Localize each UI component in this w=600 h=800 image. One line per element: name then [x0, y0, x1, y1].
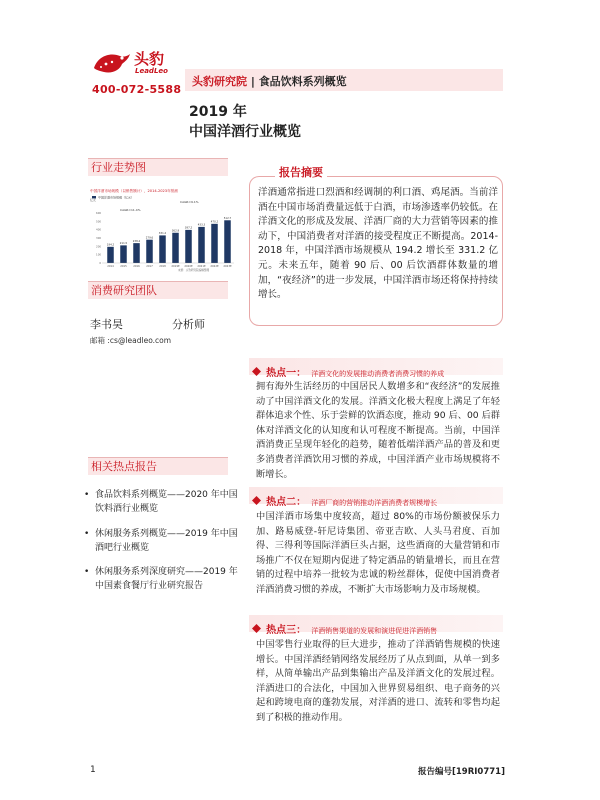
- x-tick-label: 2020E: [184, 265, 193, 268]
- y-tick-label: 300: [96, 237, 101, 240]
- bar-value-label: 211.5: [119, 242, 128, 246]
- legend-label: 中国洋酒市场规模（亿元）: [98, 195, 135, 200]
- chart-bar: [146, 240, 153, 263]
- bar-value-label: 433.3: [197, 223, 206, 227]
- chart-source: 来源：头豹研究院编辑整理: [178, 269, 210, 272]
- bar-value-label: 397.2: [184, 226, 193, 230]
- chart-title: 中国洋酒市场规模（以销售额计），2014-2023年预测: [90, 189, 178, 193]
- y-tick-label: 200: [96, 245, 101, 249]
- bar-value-label: 279.6: [145, 236, 154, 240]
- chart-bar: [120, 245, 127, 263]
- trend-chart-svg: [88, 185, 238, 275]
- chart-bar: [172, 233, 179, 263]
- y-tick-label: 400: [96, 228, 101, 232]
- related-report-item[interactable]: [84, 565, 238, 593]
- phone-number: 400-072-5588: [92, 83, 182, 96]
- hotspot-1-label: 热点一：: [266, 368, 307, 379]
- x-tick-label: 2015: [120, 265, 127, 268]
- bar-value-label: 470.2: [210, 220, 219, 224]
- bar-value-label: 512.7: [223, 217, 232, 221]
- related-report-item[interactable]: [84, 488, 238, 516]
- trend-chart: [88, 185, 238, 275]
- bullet-icon: •: [84, 567, 90, 577]
- banner-separator: |: [247, 75, 259, 88]
- y-tick-label: 0: [99, 262, 101, 265]
- brand-name-cn: 头豹: [134, 50, 165, 68]
- institute-name: 头豹研究院: [192, 75, 247, 88]
- chart-bar: [133, 243, 140, 263]
- chart-bar: [185, 230, 192, 263]
- hotspot-1-subtitle: 洋酒文化的发展推动消费者消费习惯的养成: [311, 370, 445, 378]
- hotspot-2-header: [252, 490, 437, 509]
- analyst-email[interactable]: 邮箱 :cs@leadleo.com: [90, 336, 172, 345]
- series-name: 食品饮料系列概览: [258, 75, 347, 88]
- y-tick-label: 600: [96, 212, 101, 215]
- hotspot-3-text: 中国零售行业取得的巨大进步，推动了洋酒销售规模的快速增长。中国洋酒经销网络发展经历了从点到面，从单一到多样，从简单输出产品到集输出产品及洋酒文化的发展过程。洋酒进口的合法化，中国加入世界贸易组织、电子商务的兴起和跨境电商的蓬勃发展，对洋酒的进口、流转和零售均起到了积极的推动作用。: [256, 639, 500, 723]
- chart-bar: [198, 227, 205, 263]
- y-tick-label: 500: [96, 220, 101, 224]
- x-tick-label: 2017: [146, 265, 153, 268]
- bullet-icon: •: [84, 529, 90, 539]
- analyst-name: 李书昊: [90, 318, 123, 331]
- report-year: 2019 年: [189, 104, 247, 120]
- y-axis-label: 亿元: [90, 198, 97, 202]
- leopard-icon: [92, 46, 132, 78]
- related-report-title: 食品饮料系列概览——2020 年中国饮料酒行业概览: [95, 490, 238, 514]
- diamond-icon: [252, 496, 261, 505]
- diamond-icon: [252, 624, 261, 633]
- y-tick-label: 100: [96, 253, 101, 257]
- cagr-fcst-label: CAGR=9.1%: [180, 200, 199, 204]
- cagr-hist-label: CAGR=11.4%: [120, 208, 141, 212]
- bar-value-label: 331.2: [158, 232, 167, 236]
- related-report-title: 休闲服务系列概览——2019 年中国酒吧行业概览: [95, 529, 238, 553]
- related-heading: 相关热点报告: [88, 457, 228, 475]
- x-tick-label: 2018: [159, 265, 166, 268]
- hotspot-1-header: [252, 361, 444, 380]
- hotspot-3-header: [252, 618, 437, 637]
- chart-bar: [107, 247, 114, 263]
- hotspot-2-text: 中国洋酒市场集中度较高，超过 80%的市场份额被保乐力加、路易威登-轩尼诗集团、帝亚吉欧、人头马君度、百加得、三得利等国际洋酒巨头占据，这些酒商的大量营销和市场推广不仅在短期内促进了特定酒品的销量增长，而且在营销的过程中培养一批较为忠诚的粉丝群体，促使中国消费者洋酒消费习惯的养成，不断扩大市场影响力及市场规模。: [256, 511, 500, 595]
- summary-text: 洋酒通常指进口烈酒和经调制的利口酒、鸡尾酒。当前洋酒在中国市场消费量远低于白酒，市场渗透率仍较低。在洋酒文化的形成及发展、洋酒厂商的大力营销等因素的推动下，中国消费者对洋酒的接受程度正不断提高。2014-2018 年，中国洋酒市场规模从 194.2 增长至 331.2 亿元。未来五年，随着 90 后、00 后饮酒群体数量的增加，“夜经济”的进一步发展，中国洋酒市场还将保持持续增长。: [258, 187, 498, 301]
- x-tick-label: 2023E: [223, 265, 232, 268]
- hotspot-2-label: 热点二：: [266, 497, 307, 508]
- chart-bar: [211, 224, 218, 263]
- team-heading: 消费研究团队: [88, 281, 228, 299]
- bar-value-label: 238.4: [132, 239, 141, 243]
- hotspot-3-label: 热点三：: [266, 625, 307, 636]
- report-title: 中国洋酒行业概览: [189, 124, 301, 140]
- x-tick-label: 2021E: [197, 265, 206, 268]
- x-tick-label: 2022E: [210, 265, 219, 268]
- summary-tag: 报告摘要: [275, 164, 327, 180]
- x-tick-label: 2019E: [171, 265, 180, 268]
- hotspot-1-text: 拥有海外生活经历的中国居民人数增多和“夜经济”的发展推动了中国洋酒文化的发展。洋酒文化极大程度上满足了年轻群体追求个性、乐于尝鲜的饮酒态度，推动 90 后、00 后群体对洋酒文化的认知度和认可程度不断提高。当前，中国洋酒消费正呈现年轻化的趋势，随着低端洋酒产品的普及和更多消费者洋酒饮用习惯的养成，中国洋酒产业市场规模将不断增长。: [256, 381, 500, 480]
- page-number: 1: [90, 765, 96, 775]
- brand-name-en: LeadLeo: [135, 67, 168, 75]
- related-report-item[interactable]: [84, 527, 238, 555]
- trend-heading: 行业走势图: [88, 158, 228, 176]
- x-tick-label: 2014: [107, 265, 114, 268]
- hotspot-2-subtitle: 洋酒厂商的营销推动洋酒消费者规模增长: [311, 499, 438, 507]
- bar-value-label: 194.2: [106, 243, 115, 247]
- diamond-icon: [252, 367, 261, 376]
- bar-value-label: 362.9: [171, 229, 180, 233]
- analyst-role: 分析师: [172, 318, 205, 331]
- series-banner-text: [192, 73, 347, 89]
- chart-bar: [159, 235, 166, 263]
- related-report-title: 休闲服务系列深度研究——2019 年中国素食餐厅行业研究报告: [95, 567, 238, 591]
- report-number: 报告编号[19RI0771]: [418, 767, 505, 777]
- bullet-icon: •: [84, 490, 90, 500]
- x-tick-label: 2016: [133, 265, 140, 268]
- hotspot-3-subtitle: 洋酒销售渠道的发展和演进促进洋酒销售: [311, 627, 438, 635]
- brand-logo: [92, 46, 182, 86]
- chart-bar: [224, 220, 231, 263]
